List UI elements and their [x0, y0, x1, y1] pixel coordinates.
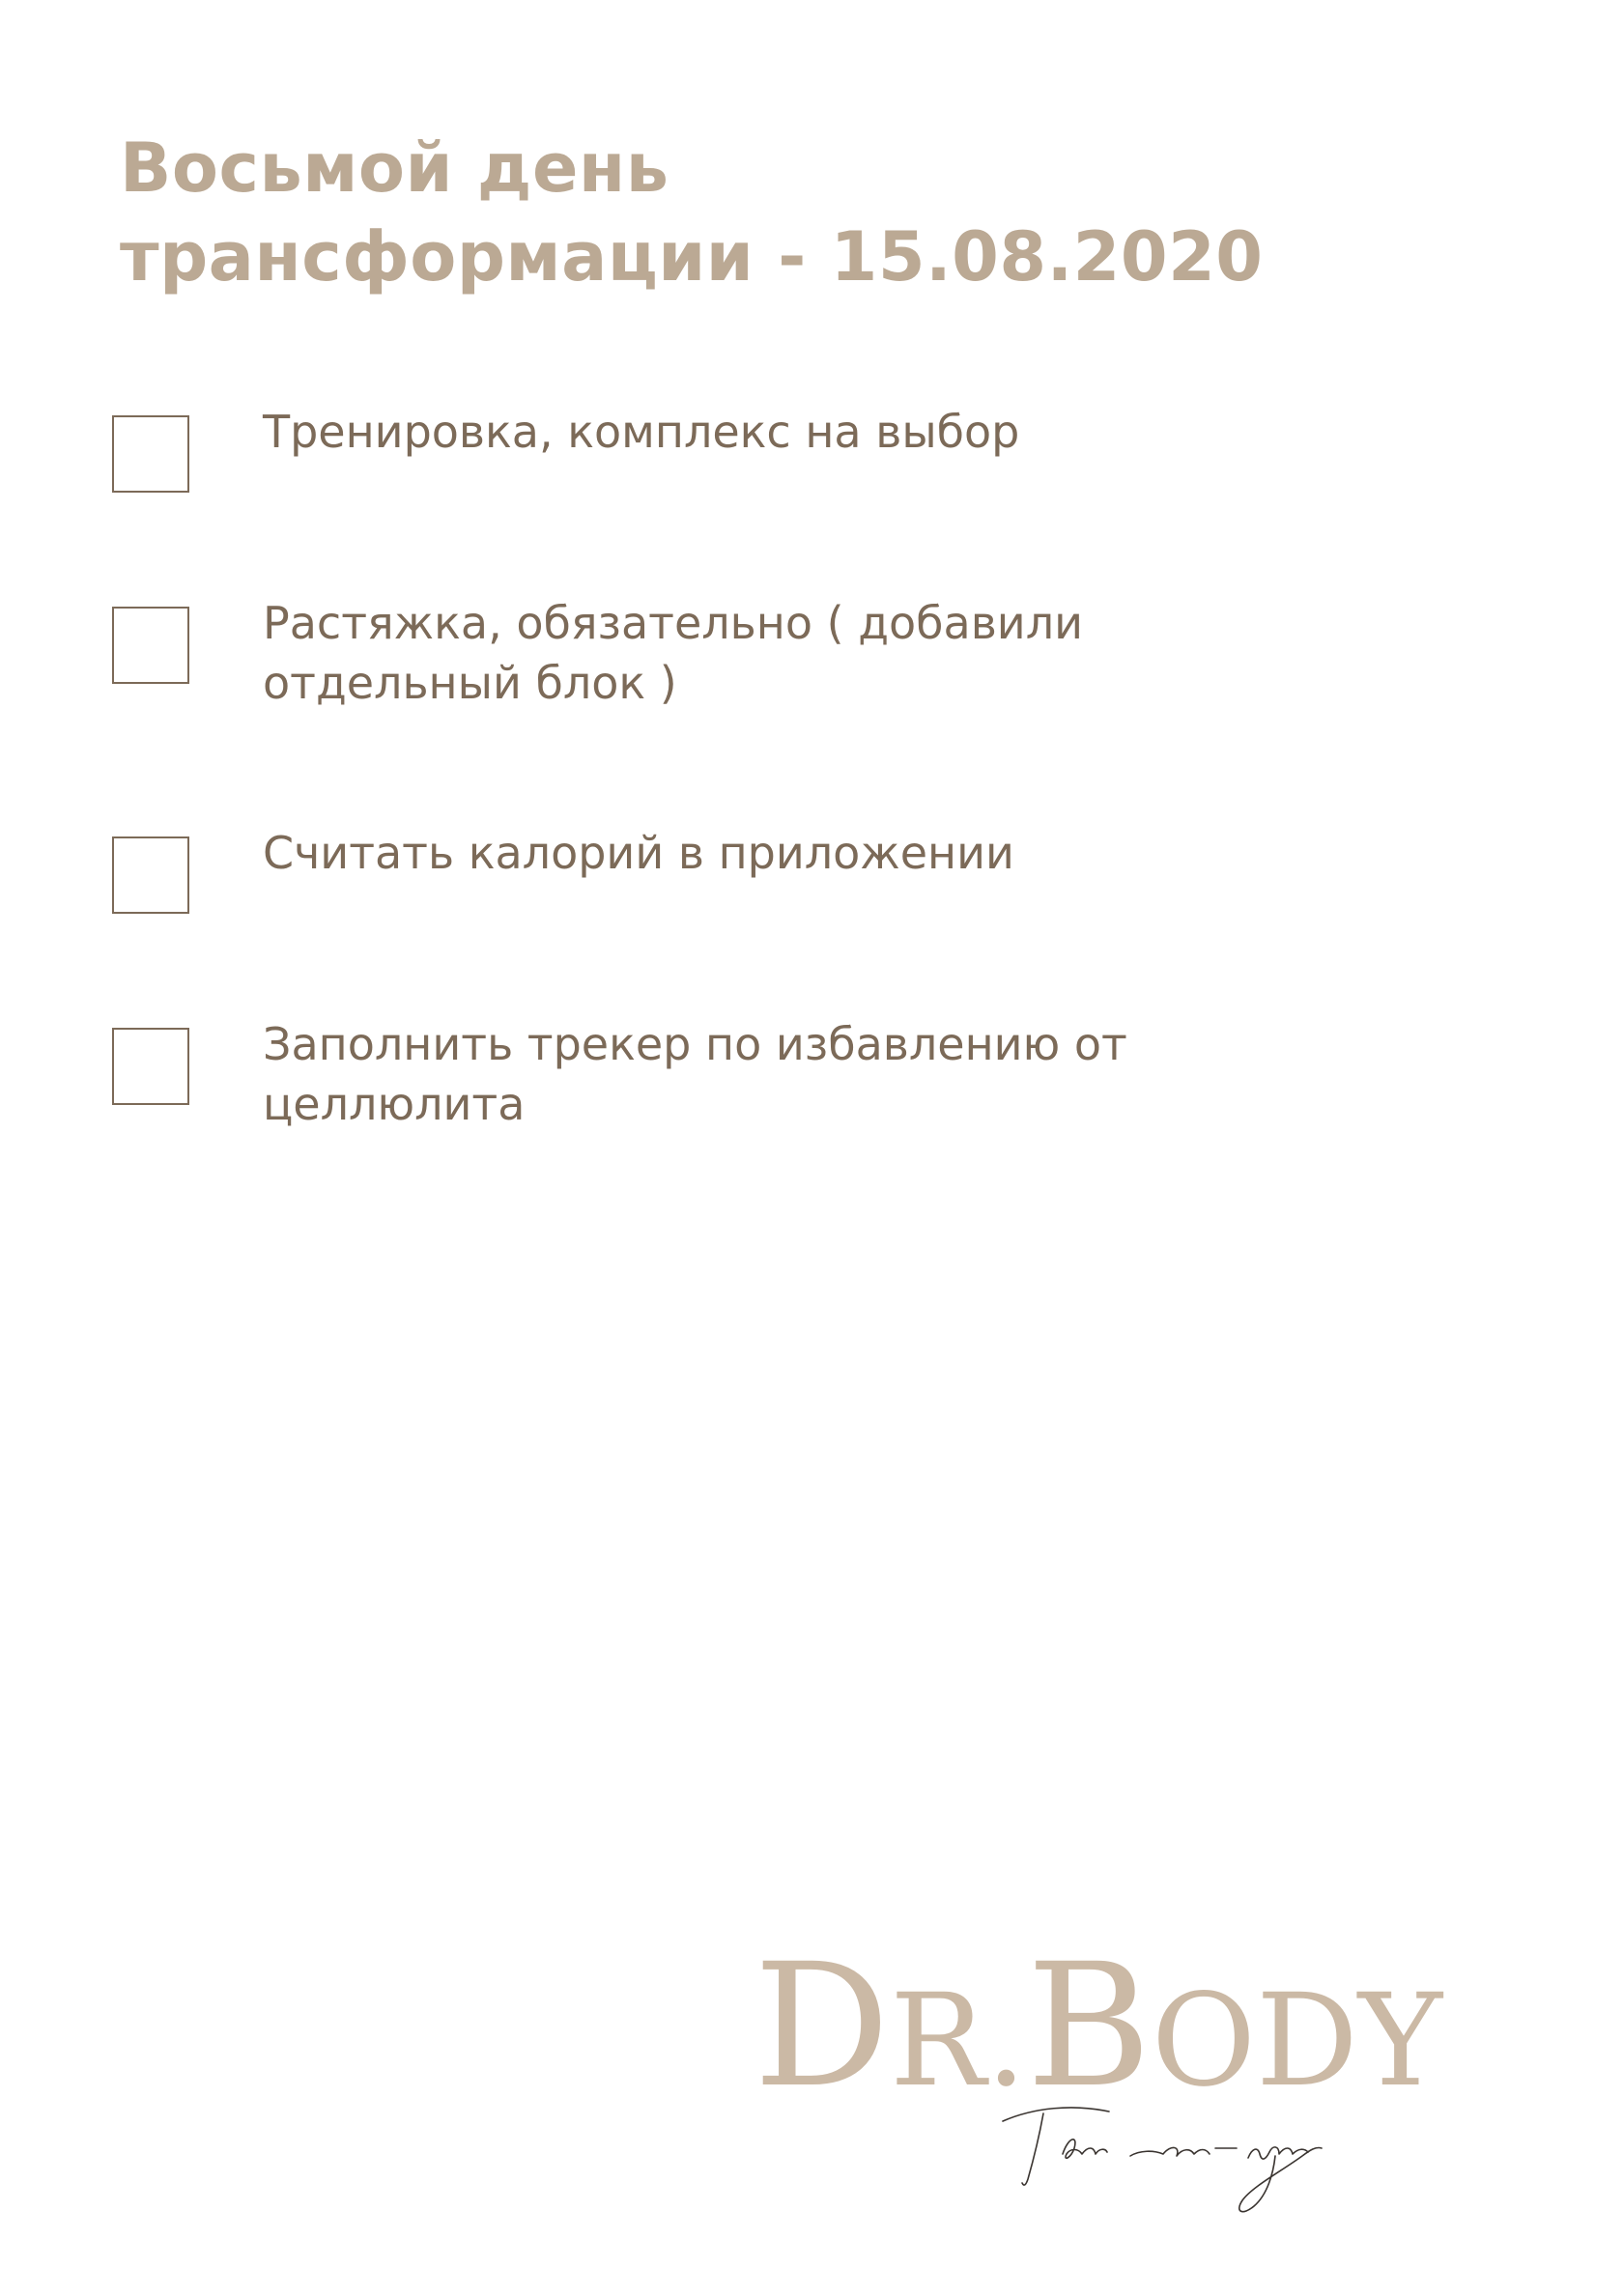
checklist-item-label [263, 402, 1325, 462]
label-line: отдельный блок ) [263, 657, 677, 709]
logo-wordmark: DR.BODY [754, 1927, 1443, 2125]
label-line: целлюлита [263, 1078, 526, 1130]
label-line: Считать калорий в приложении [263, 827, 1014, 879]
checkbox[interactable] [112, 1028, 189, 1105]
checkbox[interactable] [112, 415, 189, 493]
checklist-item-label [263, 593, 1325, 713]
checkbox[interactable] [112, 836, 189, 914]
tagline-signature [995, 2086, 1343, 2222]
page-title-line-1: Восьмой день [120, 128, 669, 208]
dr-body-logo [754, 1927, 1565, 2231]
page-title-line-2: трансформации - 15.08.2020 [120, 217, 1264, 297]
checklist-item-label [263, 823, 1325, 883]
checkbox[interactable] [112, 607, 189, 684]
label-line: Растяжка, обязательно ( добавили [263, 597, 1084, 649]
checklist-item-label [263, 1014, 1325, 1134]
label-line: Тренировка, комплекс на выбор [263, 406, 1020, 458]
label-line: Заполнить трекер по избавлению от [263, 1018, 1127, 1070]
